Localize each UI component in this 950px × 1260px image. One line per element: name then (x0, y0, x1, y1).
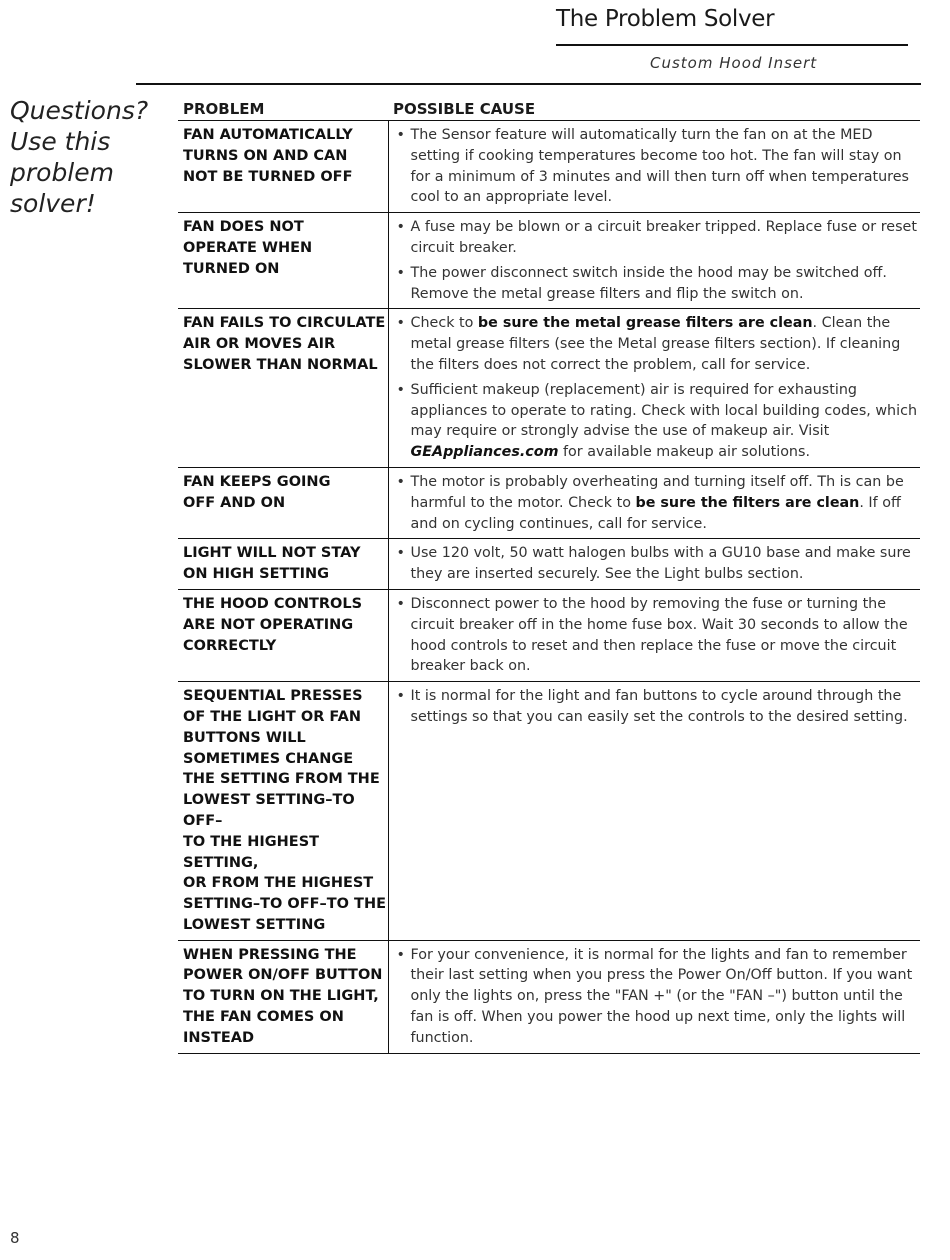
table-row (178, 682, 920, 941)
cause-text: . Clean the metal grease filters (see the Metal grease filters section). If cleaning the filters does not correct the problem, call for service. (410, 315, 901, 373)
problem-line: CORRECTLY (183, 637, 277, 654)
problem-line: FAN DOES NOT (183, 219, 304, 236)
problem-cell (178, 682, 388, 941)
sidebar-line: Use this (10, 127, 111, 156)
table-row (178, 940, 920, 1053)
sidebar-callout (10, 95, 149, 219)
problem-line: ARE NOT OPERATING (183, 616, 354, 633)
problem-line: OFF AND ON (183, 494, 286, 511)
cause-text: Check to (410, 315, 478, 332)
cause-bullet (395, 217, 921, 259)
problem-line: THE HOOD CONTROLS (183, 595, 363, 612)
cause-cell (388, 309, 920, 468)
problem-line: NOT BE TURNED OFF (183, 168, 353, 185)
emphasis-text: be sure the filters are clean (635, 494, 860, 511)
cause-text: The power disconnect switch inside the hood may be switched off. Remove the metal grease filters and flip the switch on. (410, 264, 887, 302)
problem-line: TURNS ON AND CAN (183, 147, 348, 164)
problem-cell (178, 589, 388, 681)
problem-line: LOWEST SETTING–TO OFF– (183, 792, 355, 829)
cause-text: For your convenience, it is normal for the lights and fan to remember their last setting when you press the Power On/Off button. If you want only the lights on, press the "FAN +" (or the "FAN –") button until the fan is off. When you power the hood up next time, only the lights will function. (410, 946, 913, 1046)
problem-line: OPERATE WHEN (183, 239, 313, 256)
cause-text: Disconnect power to the hood by removing the fuse or turning the circuit breaker off in the home fuse box. Wait 30 seconds to allow the hood controls to reset and then replace the fuse or move the circuit breaker back on. (410, 595, 908, 675)
cause-text: The Sensor feature will automatically turn the fan on at the MED setting if cooking temperatures become too hot. The fan will stay on for a minimum of 3 minutes and will then turn off when temperatures cool to an appropriate level. (410, 127, 909, 206)
cause-cell (388, 940, 920, 1053)
column-header-cause: POSSIBLE CAUSE (388, 100, 920, 121)
problem-line: ON HIGH SETTING (183, 566, 330, 583)
cause-bullet (395, 945, 921, 1049)
problem-cell (178, 309, 388, 468)
cause-bullet (395, 263, 921, 305)
emphasis-text: be sure the metal grease filters are clean (477, 315, 813, 332)
problem-line: LIGHT WILL NOT STAY (183, 545, 361, 562)
problem-line: AIR OR MOVES AIR (183, 336, 336, 353)
cause-text: Use 120 volt, 50 watt halogen bulbs with a GU10 base and make sure they are inserted securely. See the Light bulbs section. (410, 545, 911, 583)
sidebar-line: problem (10, 158, 114, 187)
table-row (178, 213, 920, 309)
cause-bullet (395, 543, 921, 585)
problem-solver-table (178, 100, 920, 1054)
cause-bullet (395, 313, 921, 375)
problem-line: OR FROM THE HIGHEST (183, 875, 374, 892)
table-row (178, 309, 920, 468)
page-title: The Problem Solver (556, 6, 775, 32)
sidebar-line: solver! (10, 189, 96, 218)
problem-line: WHEN PRESSING THE (183, 946, 357, 963)
problem-line: TO TURN ON THE LIGHT, (183, 988, 379, 1005)
cause-cell (388, 467, 920, 538)
table-body (178, 121, 920, 1054)
cause-text: Sufficient makeup (replacement) air is required for exhausting appliances to operate to rating. Check with local building codes, which may require or strongly advise the use of makeup air. Visit (410, 381, 917, 440)
problem-line: SETTING–TO OFF–TO THE (183, 896, 386, 913)
cause-text: A fuse may be blown or a circuit breaker tripped. Replace fuse or reset circuit breaker. (410, 219, 917, 256)
table-row (178, 539, 920, 590)
cause-cell (388, 213, 920, 309)
problem-line: LOWEST SETTING (183, 916, 326, 933)
cause-bullet (395, 686, 921, 728)
website-link-text: GEAppliances.com (410, 444, 559, 461)
problem-line: FAN AUTOMATICALLY (183, 127, 353, 143)
cause-cell (388, 539, 920, 590)
cause-text: for available makeup air solutions. (558, 444, 810, 461)
table-row (178, 467, 920, 538)
cause-bullet (395, 594, 921, 677)
cause-cell (388, 682, 920, 941)
cause-cell (388, 589, 920, 681)
problem-line: BUTTONS WILL (183, 729, 306, 746)
cause-bullet (395, 125, 921, 208)
cause-cell (388, 121, 920, 213)
problem-line: OF THE LIGHT OR FAN (183, 708, 362, 725)
problem-line: POWER ON/OFF BUTTON (183, 967, 383, 984)
page-subtitle: Custom Hood Insert (650, 54, 818, 72)
title-rule (556, 44, 908, 46)
cause-text: It is normal for the light and fan buttons to cycle around through the settings so that you can easily set the controls to the desired setting. (410, 688, 908, 725)
problem-line: SLOWER THAN NORMAL (183, 356, 378, 373)
header-rule (136, 83, 921, 85)
problem-cell (178, 213, 388, 309)
cause-bullet (395, 380, 921, 463)
problem-line: SOMETIMES CHANGE (183, 750, 354, 767)
problem-line: THE FAN COMES ON (183, 1009, 344, 1026)
problem-cell (178, 940, 388, 1053)
cause-text: . If off and on cycling continues, call for service. (410, 494, 901, 532)
sidebar-line: Questions? (10, 96, 149, 125)
table-header-row (178, 100, 920, 121)
problem-line: THE SETTING FROM THE (183, 771, 380, 788)
problem-line: FAN KEEPS GOING (183, 473, 331, 490)
problem-line: TO THE HIGHEST SETTING, (183, 833, 320, 871)
cause-bullet (395, 472, 921, 534)
problem-line: TURNED ON (183, 260, 280, 277)
table-row (178, 121, 920, 213)
page-number: 8 (10, 1229, 20, 1247)
problem-cell (178, 121, 388, 213)
problem-line: SEQUENTIAL PRESSES (183, 688, 363, 705)
table-row (178, 589, 920, 681)
problem-cell (178, 539, 388, 590)
problem-line: INSTEAD (183, 1029, 255, 1046)
problem-line: FAN FAILS TO CIRCULATE (183, 315, 386, 332)
problem-cell (178, 467, 388, 538)
cause-text: The motor is probably overheating and turning itself off. Th is can be harmful to the motor. Check to (410, 473, 904, 511)
column-header-problem: PROBLEM (178, 100, 388, 121)
